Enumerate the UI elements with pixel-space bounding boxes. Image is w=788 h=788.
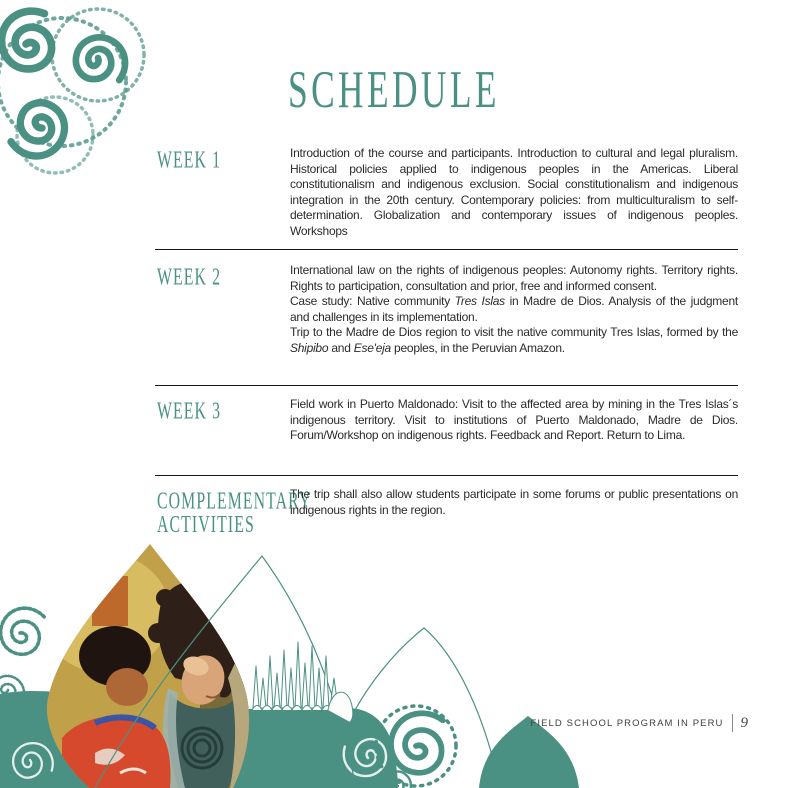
paragraph bbox=[290, 146, 738, 240]
week-2-label: WEEK 2 bbox=[157, 262, 222, 291]
text-segment: The trip shall also allow students participate in some forums or public presentations on indigenous rights in the region. bbox=[290, 487, 738, 517]
paragraph bbox=[290, 325, 738, 356]
text-segment: Field work in Puerto Maldonado: Visit to the affected area by mining in the Tres Islas´s indigenous territory. Visit to institutions of Puerto Maldonado, Madre de Dios. Forum/Workshop on indigenous rights. Feedback and Report. Return to Lima. bbox=[290, 397, 738, 443]
tree-spires-outline-icon bbox=[252, 642, 353, 722]
paragraph bbox=[290, 294, 738, 325]
complementary-activities-label: COMPLEMENTARY ACTIVITIES bbox=[157, 486, 311, 538]
footer-divider bbox=[732, 714, 733, 732]
program-name: FIELD SCHOOL PROGRAM IN PERU bbox=[530, 717, 724, 729]
page-footer bbox=[530, 714, 748, 732]
section-divider bbox=[155, 249, 738, 250]
classroom-photo bbox=[40, 538, 265, 788]
paragraph bbox=[290, 487, 738, 518]
week-3-label: WEEK 3 bbox=[157, 396, 222, 425]
spiral-ornament-icon bbox=[0, 0, 150, 180]
week-2-description bbox=[290, 263, 738, 357]
text-segment: in Madre de Dios. Analysis of the judgment and challenges in its implementation. bbox=[290, 294, 738, 324]
complementary-activities-description bbox=[290, 487, 738, 518]
week-1-description bbox=[290, 146, 738, 240]
text-segment: Trip to the Madre de Dios region to visit the native community Tres Islas, formed by the bbox=[290, 325, 738, 340]
week-1-label: WEEK 1 bbox=[157, 145, 222, 174]
text-segment: Tres Islas bbox=[454, 294, 505, 309]
paragraph bbox=[290, 263, 738, 294]
text-segment: Shipibo bbox=[290, 340, 329, 355]
text-segment: Introduction of the course and participants. Introduction to cultural and legal pluralism. Historical policies applied to indigenous peoples in the Americas. Liberal constitutionalism and indigenous exclusion. Social constitutionalism and indigenous integration in the 20th century. Contemporary policies: from multiculturalism to self-determination. Globalization and contemporary issues of indigenous peoples. Workshops bbox=[290, 146, 738, 238]
section-divider bbox=[155, 475, 738, 476]
text-segment: and bbox=[328, 340, 354, 355]
section-divider bbox=[155, 385, 738, 386]
text-segment: Case study: Native community bbox=[290, 294, 455, 309]
text-segment: Ese'eja bbox=[353, 340, 391, 355]
page-title: SCHEDULE bbox=[288, 60, 500, 120]
bottom-artwork bbox=[0, 538, 788, 788]
paragraph bbox=[290, 397, 738, 444]
text-segment: International law on the rights of indigenous peoples: Autonomy rights. Territory rights. Rights to participation, consultation and prior, free and informed consent. bbox=[290, 263, 738, 293]
text-segment: peoples, in the Peruvian Amazon. bbox=[390, 340, 565, 355]
page-number: 9 bbox=[740, 714, 748, 731]
week-3-description bbox=[290, 397, 738, 444]
